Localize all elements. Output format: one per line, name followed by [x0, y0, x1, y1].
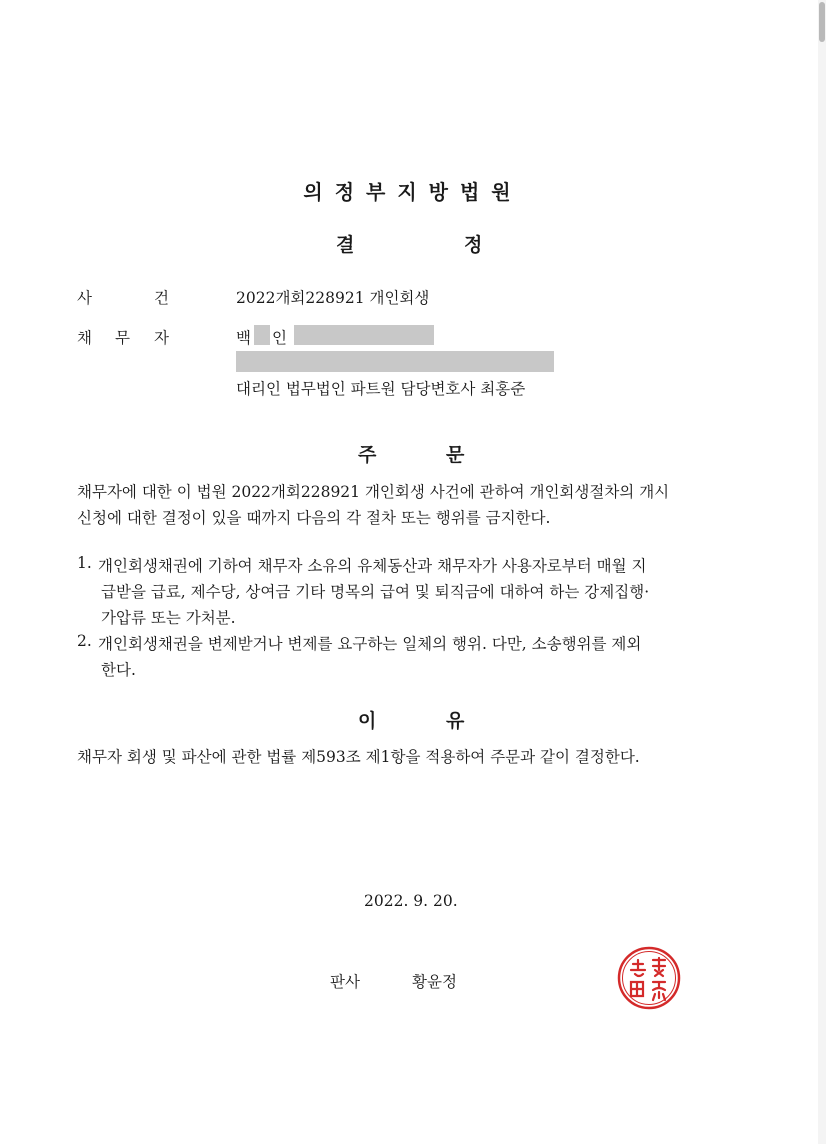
- debtor-label-3: 자: [154, 329, 169, 347]
- scrollbar[interactable]: [818, 0, 826, 1144]
- item-1-line-1: 개인회생채권에 기하여 채무자 소유의 유체동산과 채무자가 사용자로부터 매월 지: [98, 557, 647, 575]
- doc-type-char-1: 결: [336, 234, 355, 256]
- debtor-label-2: 무: [115, 329, 130, 347]
- order-text-line-1: 채무자에 대한 이 법원 2022개회228921 개인회생 사건에 관하여 개인회생절차의 개시: [77, 483, 670, 501]
- redaction-id: [294, 325, 434, 345]
- case-label-2: 건: [154, 289, 169, 307]
- judge-name: 황윤정: [412, 973, 457, 991]
- item-1-line-2: 급받을 급료, 제수당, 상여금 기타 명목의 급여 및 퇴직금에 대하여 하는 강제집행·: [101, 583, 650, 601]
- reason-heading-char-2: 유: [446, 710, 465, 732]
- item-1-line-3: 가압류 또는 가처분.: [101, 609, 236, 627]
- order-text-line-2: 신청에 대한 결정이 있을 때까지 다음의 각 절차 또는 행위를 금지한다.: [77, 509, 551, 527]
- scrollbar-thumb[interactable]: [819, 2, 825, 42]
- doc-type-char-2: 정: [464, 234, 483, 256]
- debtor-name-first: 백: [236, 329, 251, 347]
- reason-heading-char-1: 이: [358, 710, 377, 732]
- case-label-1: 사: [77, 289, 92, 307]
- redaction-name-middle: [254, 325, 270, 345]
- debtor-label-1: 채: [77, 329, 92, 347]
- item-2-line-1: 개인회생채권을 변제받거나 변제를 요구하는 일체의 행위. 다만, 소송행위를 제외: [98, 635, 642, 653]
- debtor-name-last: 인: [272, 329, 287, 347]
- redaction-address: [236, 351, 554, 372]
- reason-text: 채무자 회생 및 파산에 관한 법률 제593조 제1항을 적용하여 주문과 같이 결정한다.: [77, 748, 640, 766]
- decision-date: 2022. 9. 20.: [364, 892, 458, 910]
- order-heading-char-1: 주: [358, 444, 377, 466]
- order-heading-char-2: 문: [446, 444, 465, 466]
- judge-title: 판사: [330, 973, 360, 991]
- court-name: 의정부지방법원: [303, 180, 523, 204]
- item-2-number: 2.: [77, 632, 92, 650]
- debtor-agent: 대리인 법무법인 파트원 담당변호사 최홍준: [236, 380, 526, 398]
- case-value: 2022개회228921 개인회생: [236, 289, 430, 307]
- item-1-number: 1.: [77, 554, 92, 572]
- judge-seal-icon: [617, 946, 681, 1010]
- item-2-line-2: 한다.: [101, 661, 136, 679]
